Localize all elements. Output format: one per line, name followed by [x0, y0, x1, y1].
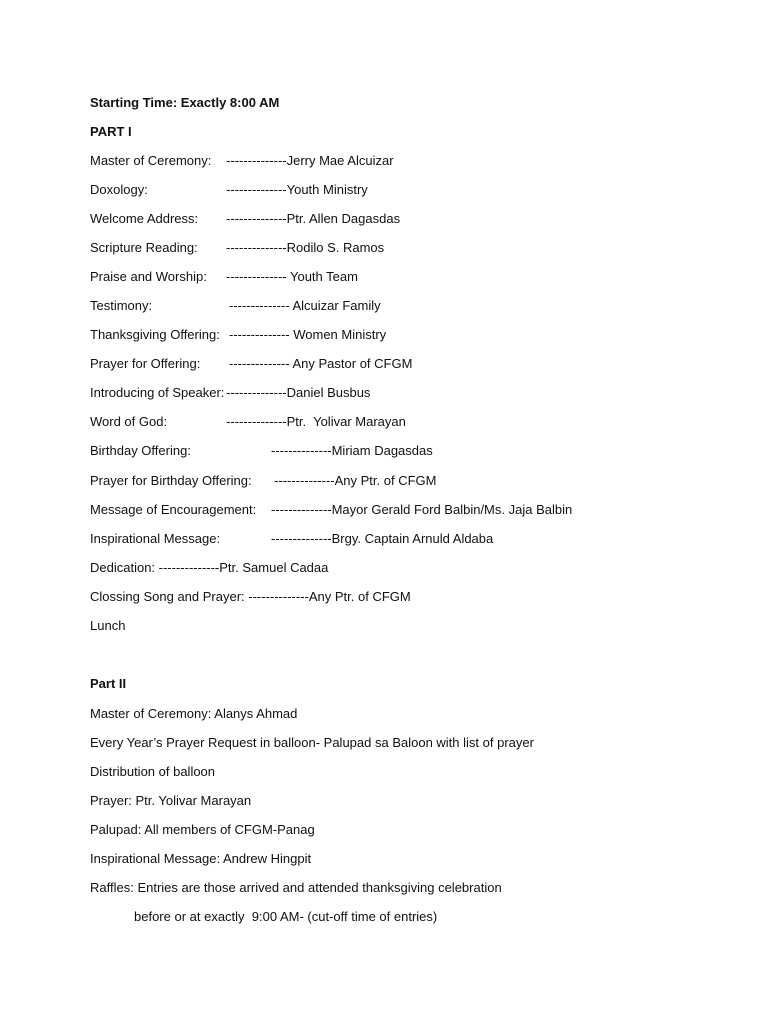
- program-value: -------------- Youth Team: [226, 269, 358, 284]
- program-value: -------------- Any Pastor of CFGM: [229, 356, 413, 371]
- program-label: Dedication: --------------Ptr. Samuel Cadaa: [90, 560, 329, 575]
- program-label: Prayer for Offering:: [90, 356, 201, 371]
- part2-line: Distribution of balloon: [90, 764, 216, 779]
- program-label: Message of Encouragement:: [90, 502, 257, 517]
- part2-line: Raffles: Entries are those arrived and attended thanksgiving celebration: [90, 880, 502, 895]
- program-value: --------------Mayor Gerald Ford Balbin/Ms. Jaja Balbin: [271, 502, 573, 517]
- program-label: Scripture Reading:: [90, 240, 198, 255]
- program-value: --------------Daniel Busbus: [226, 385, 371, 400]
- program-label: Lunch: [90, 618, 126, 633]
- program-value: --------------Rodilo S. Ramos: [226, 240, 385, 255]
- program-value: --------------Youth Ministry: [226, 182, 368, 197]
- program-label: Word of God:: [90, 414, 168, 429]
- program-label: Birthday Offering:: [90, 443, 191, 458]
- program-label: Thanksgiving Offering:: [90, 327, 220, 342]
- program-value: --------------Ptr. Allen Dagasdas: [226, 211, 401, 226]
- program-label: Introducing of Speaker:: [90, 385, 225, 400]
- program-label: Welcome Address:: [90, 211, 199, 226]
- part2-line: Inspirational Message: Andrew Hingpit: [90, 851, 312, 866]
- part2-heading: Part II: [90, 676, 127, 691]
- starting-time: Starting Time: Exactly 8:00 AM: [90, 95, 280, 110]
- part2-line: Prayer: Ptr. Yolivar Marayan: [90, 793, 252, 808]
- part2-line: Every Year’s Prayer Request in balloon- Palupad sa Baloon with list of prayer: [90, 735, 534, 750]
- program-value: --------------Miriam Dagasdas: [271, 443, 433, 458]
- program-value: --------------Jerry Mae Alcuizar: [226, 153, 394, 168]
- program-value: --------------Ptr. Yolivar Marayan: [226, 414, 406, 429]
- program-value: -------------- Alcuizar Family: [229, 298, 381, 313]
- part1-heading: PART I: [90, 124, 132, 139]
- part2-line: before or at exactly 9:00 AM- (cut-off time of entries): [134, 909, 438, 924]
- program-value: --------------Brgy. Captain Arnuld Aldaba: [271, 531, 494, 546]
- program-value: -------------- Women Ministry: [229, 327, 387, 342]
- part2-line: Palupad: All members of CFGM-Panag: [90, 822, 315, 837]
- program-label: Master of Ceremony:: [90, 153, 212, 168]
- program-label: Praise and Worship:: [90, 269, 207, 284]
- program-label: Testimony:: [90, 298, 153, 313]
- part2-line: Master of Ceremony: Alanys Ahmad: [90, 706, 298, 721]
- program-label: Clossing Song and Prayer: --------------Any Ptr. of CFGM: [90, 589, 411, 604]
- program-label: Doxology:: [90, 182, 148, 197]
- program-label: Prayer for Birthday Offering:: [90, 473, 252, 488]
- program-value: --------------Any Ptr. of CFGM: [274, 473, 437, 488]
- program-label: Inspirational Message:: [90, 531, 221, 546]
